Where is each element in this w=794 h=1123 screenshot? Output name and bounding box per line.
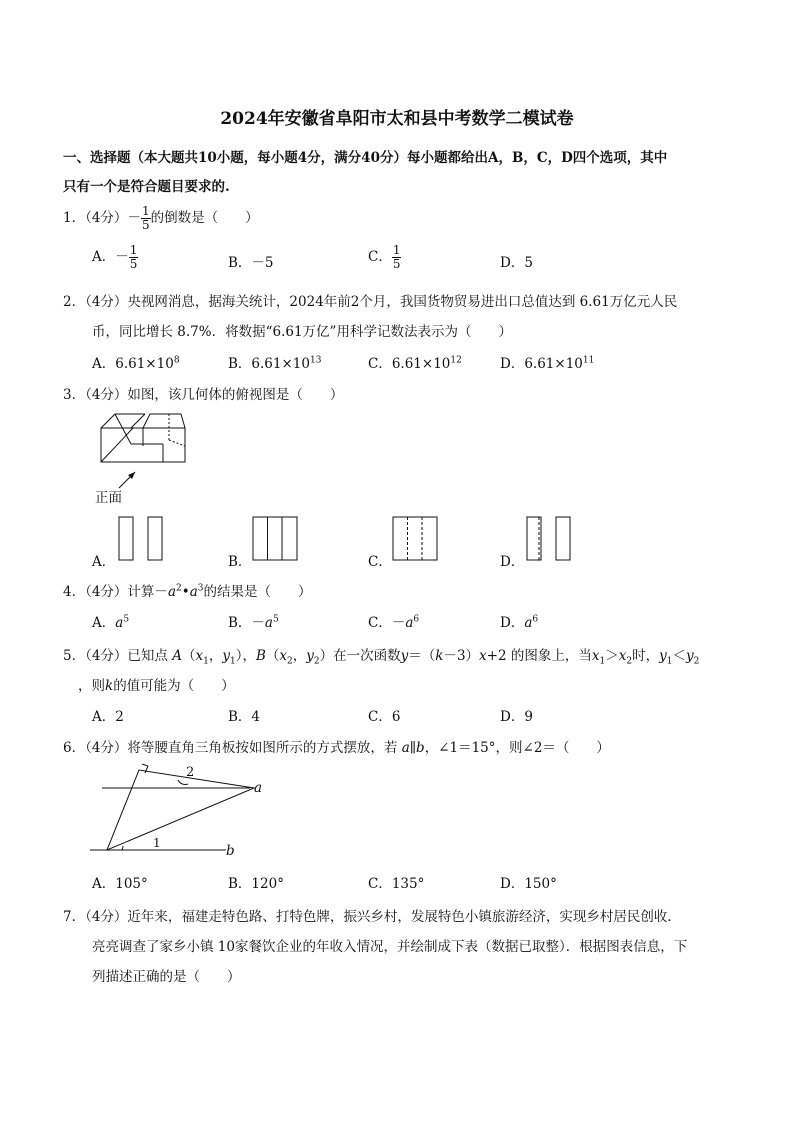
- question-5-line2: ，则k的值可能为（ ）: [78, 678, 235, 694]
- q5-option-d: D．9: [500, 709, 533, 725]
- question-7-line3: 列描述正确的是（ ）: [92, 969, 241, 985]
- q6-option-a: A．105°: [92, 876, 148, 892]
- q3-solid-figure: [95, 410, 195, 470]
- q1-option-a: A．－ $\frac{1}{5}$: [92, 243, 138, 271]
- q2-option-c: C．$6.61\times 10^{12}$: [368, 355, 462, 372]
- q3-option-b-figure: [252, 516, 298, 562]
- q2-option-b: B．$6.61\times 10^{13}$: [228, 355, 322, 372]
- page-title: 2024年安徽省阜阳市太和县中考数学二模试卷: [220, 109, 574, 129]
- q3-option-a-label: A．: [92, 554, 116, 570]
- q5-option-a: A．2: [92, 709, 124, 725]
- question-4: 4．（4分）计算$-a^2•a^3$的结果是（ ）: [63, 583, 312, 600]
- question-7-line1: 7．（4分）近年来，福建走特色路、打特色牌，振兴乡村，发展特色小镇旅游经济，实现乡村居民创收．: [63, 909, 681, 925]
- q6-option-c: C．135°: [368, 876, 425, 892]
- question-2-line1: 2．（4分）央视网消息，据海关统计，2024年前2个月，我国货物贸易进出口总值达到 6.61万亿元人民: [63, 294, 678, 310]
- section-heading-line2: 只有一个是符合题目要求的.: [63, 179, 230, 195]
- q6-option-b: B．120°: [228, 876, 284, 892]
- q1-option-d: D．5: [500, 255, 533, 271]
- q3-option-d-label: D．: [500, 554, 525, 570]
- q1-option-c: C． $\frac{1}{5}$: [368, 243, 401, 271]
- question-7-line2: 亮亮调查了家乡小镇 10家餐饮企业的年收入情况，并绘制成下表（数据已取整）．根据图表信息，下: [92, 939, 688, 955]
- question-6: 6．（4分）将等腰直角三角板按如图所示的方式摆放，若 a∥b，∠1＝15°，则∠2＝（ ）: [63, 740, 610, 756]
- question-3: 3．（4分）如图，该几何体的俯视图是（ ）: [63, 387, 344, 403]
- section-heading-line1: 一、选择题（本大题共10小题，每小题4分，满分40分）每小题都给出A，B，C，D四个选项，其中: [63, 150, 668, 166]
- question-2-line2: 币，同比增长 8.7%．将数据“6.61万亿”用科学记数法表示为（ ）: [92, 324, 512, 340]
- front-view-label: 正面: [95, 490, 122, 506]
- line-a-label: a: [254, 780, 263, 796]
- q4-option-c: C．$-a^6$: [368, 614, 420, 631]
- q1-option-b: B．－5: [228, 255, 274, 271]
- q3-option-b-label: B．: [228, 554, 252, 570]
- fraction: $\frac{1}{5}$: [129, 243, 138, 271]
- fraction: $\frac{1}{5}$: [392, 243, 401, 271]
- question-5-line1: 5．（4分）已知点 $A(x_1$，$y_1$），$B(x_2$，$y_2$）在一次函数y＝（k－3）x+2 的图象上，当$x_1>x_2$时，$y_1<y_2$: [63, 648, 700, 667]
- q4-option-a: A．$a^5$: [92, 614, 130, 631]
- question-1: 1．（4分）－ $\frac{1}{5}$ 的倒数是（ ）: [63, 204, 259, 232]
- q4-option-d: D．$a^6$: [500, 614, 539, 631]
- q3-option-c-figure: [392, 516, 438, 562]
- q5-option-c: C．6: [368, 709, 401, 725]
- angle-1-label: 1: [153, 836, 161, 850]
- fraction: $\frac{1}{5}$: [141, 204, 150, 232]
- q5-option-b: B．4: [228, 709, 261, 725]
- q3-option-a-figure: [118, 516, 164, 562]
- q3-option-c-label: C．: [368, 554, 392, 570]
- angle-2-label: 2: [186, 765, 195, 780]
- q3-option-d-figure: [526, 516, 572, 562]
- q4-option-b: B．$-a^5$: [228, 614, 279, 631]
- q2-option-d: D．$6.61\times 10^{11}$: [500, 355, 595, 372]
- q6-option-d: D．150°: [500, 876, 557, 892]
- line-b-label: b: [226, 843, 235, 859]
- q2-option-a: A．$6.61\times 10^8$: [92, 355, 180, 372]
